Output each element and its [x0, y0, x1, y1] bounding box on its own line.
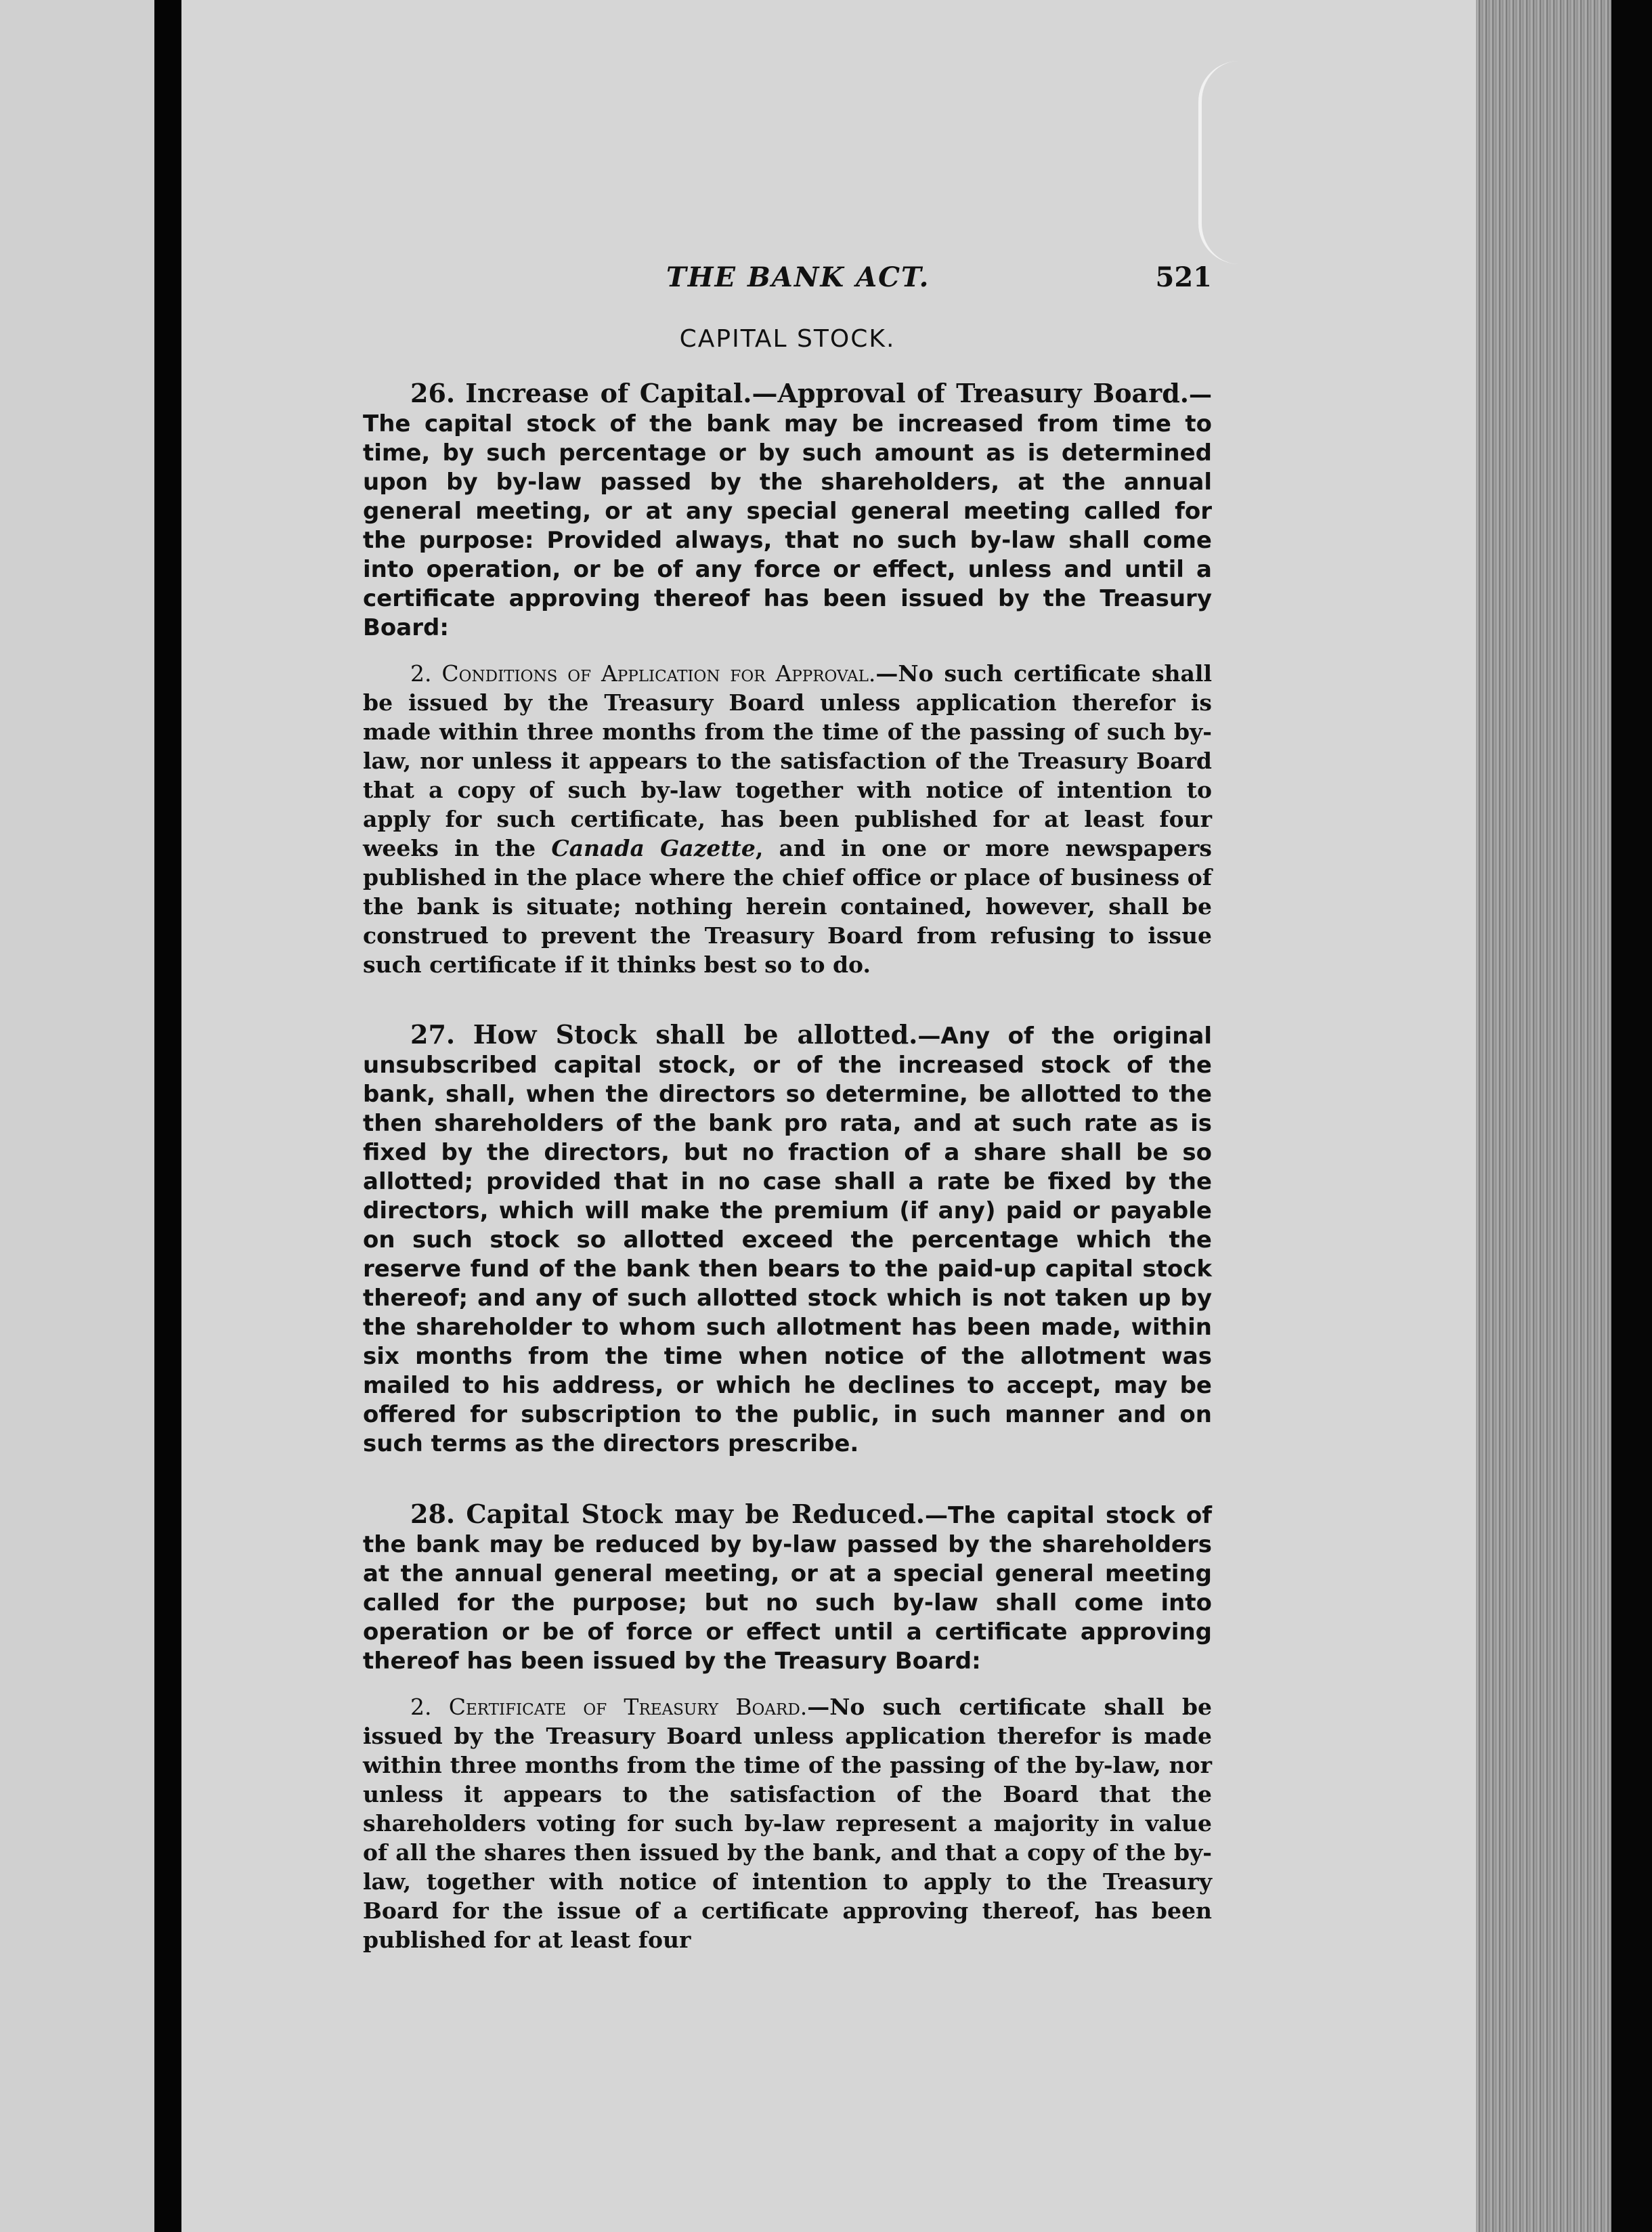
section-number: 26.	[410, 378, 456, 408]
page-number: 521	[1155, 261, 1212, 293]
section-28	[363, 1499, 1212, 1676]
subsection-label: 2. Certificate of Treasury Board.	[410, 1694, 808, 1720]
section-title: Capital Stock may be Reduced.	[466, 1499, 926, 1529]
section-27	[363, 1020, 1212, 1459]
section-text: —Any of the original unsubscribed capital stock, or of the increased stock of the bank, shall, when the directors so determine, be allotted to the then shareholders of the bank pro rata, and at such rate as is fixed by the directors, but no fraction of a share shall be so allotted; provided that in no case shall a rate be fixed by the directors, which will make the premium (if any) paid or payable on such stock so allotted exceed the percentage which the reserve fund of the bank then bears to the paid-up capital stock thereof; and any of such allotted stock which is not taken up by the shareholder to whom such allotment has been made, within six months from the time when notice of the allotment was mailed to his address, or which he declines to accept, may be offered for subscription to the public, in such manner and on such terms as the directors prescribe.	[363, 1023, 1213, 1457]
section-number: 28.	[410, 1499, 456, 1529]
section-text: —The capital stock of the bank may be increased from time to time, by such percentage or by such amount as is determined upon by by-law passed by the shareholders, at the annual general meeting, or at any special general meeting called for the purpose: Provided always, that no such by-law shall come into operation, or be of any force or effect, unless and until a certificate approving thereof has been issued by the Treasury Board:	[363, 381, 1212, 641]
section-number: 27.	[410, 1019, 456, 1050]
background-edge	[1611, 0, 1652, 2232]
section-title: Increase of Capital.—Approval of Treasury Board.	[465, 378, 1189, 408]
subsection-26-2	[363, 659, 1212, 979]
section-text: —The capital stock of the bank may be reduced by by-law passed by the shareholders at the annual general meeting, or at a special general meeting called for the purpose; but no such by-law shall come into operation or be of force or effect until a certificate approving thereof has been issued by the Treasury Board:	[363, 1502, 1212, 1675]
left-page-edge	[0, 0, 154, 2232]
page-edges	[1476, 0, 1652, 2232]
page-mark	[1198, 61, 1249, 264]
subsection-text: —No such certificate shall be issued by the Treasury Board unless application therefor is made within three months from the time of the passing of such by-law, nor unless it appears to the satisfaction of the Treasury Board that a copy of such by-law together with notice of intention to apply for such certificate, has been published for at least four weeks in the	[363, 660, 1212, 861]
section-26	[363, 379, 1212, 643]
section-heading: CAPITAL STOCK.	[679, 325, 896, 353]
subsection-text-cont: , and in one or more newspapers published in the place where the chief office or place of business of the bank is situate; nothing herein contained, however, shall be construed to prevent the Treasury Board from refusing to issue such certificate if it thinks best so to do.	[363, 835, 1213, 978]
subsection-label: 2. Conditions of Application for Approval.	[410, 660, 876, 687]
subsection-28-2	[363, 1692, 1212, 1954]
book-gutter	[154, 0, 181, 2232]
italic-term: Canada Gazette	[551, 835, 756, 861]
running-head	[363, 261, 1212, 302]
section-title: How Stock shall be allotted.	[473, 1019, 918, 1050]
text-block	[363, 325, 1212, 1954]
subsection-text: —No such certificate shall be issued by the Treasury Board unless application therefor is made within three months from the time of the passing of the by-law, nor unless it appears to the satisfaction of the Board that the shareholders voting for such by-law represent a majority in value of all the shares then issued by the bank, and that a copy of the by-law, together with notice of intention to apply to the Treasury Board for the issue of a certificate approving thereof, has been published for at least four	[363, 1694, 1212, 1953]
running-title: THE BANK ACT.	[666, 261, 930, 293]
